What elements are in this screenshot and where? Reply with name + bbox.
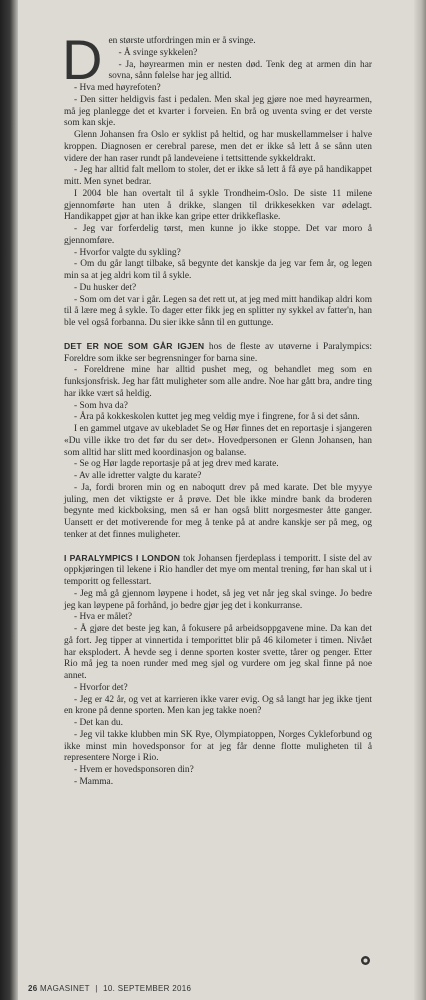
paragraph: - Du husker det? bbox=[74, 282, 137, 293]
paragraph: - Hva med høyrefoten? bbox=[74, 83, 161, 93]
paragraph: - Det kan du. bbox=[74, 718, 123, 728]
paragraph: - Den sitter heldigvis fast i pedalen. Men skal jeg gjøre noe med høyrearmen, må jeg planlegge det et kvarter i forveien. En brå og uventa sving er det verste som kan skje. bbox=[64, 94, 372, 129]
page-footer bbox=[28, 984, 191, 993]
page-binding-shadow bbox=[0, 0, 18, 1000]
section-lead-in: DET ER NOE SOM GÅR IGJEN bbox=[64, 340, 205, 351]
paragraph: - Jeg har alltid falt mellom to stoler, det er ikke så lett å få øye på handikappet mitt. Men synet bedrar. bbox=[64, 165, 372, 187]
paragraph: - Hvem er hovedsponsoren din? bbox=[74, 765, 194, 775]
section-lead-in: I PARALYMPICS I LONDON bbox=[64, 552, 181, 563]
paragraph: - Ja, fordi broren min og en naboqutt drev på med karate. Det ble myyye juling, men det viktigste er å prøve. Det ble ikke mindre bank da broderen begynte med kickboksing, men så er han også blitt norgesmester åtte ganger. Uansett er det motiverende for meg å tenke på at andre kanskje ser på meg, og tenker at det finnes muligheter. bbox=[64, 482, 372, 540]
paragraph: I 2004 ble han overtalt til å sykle Trondheim-Oslo. De siste 11 milene gjennomførte han uten å drikke, slangen til drikkesekken var ødelagt. Handikappet gjør at han ikke kan gripe etter drikkeflaske. bbox=[64, 188, 372, 223]
article-column bbox=[62, 28, 372, 789]
paragraph: - Av alle idretter valgte du karate? bbox=[74, 471, 202, 481]
paragraph: - Som om det var i går. Legen sa det rett ut, at jeg med mitt handikap aldri kom til å lære meg å sykle. To dager etter fikk jeg en splitter ny sykkel av fatter'n, han ble vel også forbanna. Du sier ikke sånn til en guttunge. bbox=[64, 294, 372, 328]
drop-cap: D bbox=[62, 28, 103, 91]
paragraph: - Se og Hør lagde reportasje på at jeg drev med karate. bbox=[74, 459, 279, 470]
paragraph: - Mamma. bbox=[74, 776, 114, 787]
paragraph: - Jeg vil takke klubben min SK Rye, Olympiatoppen, Norges Cykleforbund og ikke minst min hovedsponsor for at jeg får denne flotte muligheten til å representere Norge i Rio. bbox=[64, 729, 372, 764]
section-paragraph bbox=[64, 341, 372, 366]
footer-magazine-name bbox=[40, 984, 90, 993]
paragraph: - Å gjøre det beste jeg kan, å fokusere på arbeidsoppgavene mine. Da kan det gå fort. Jeg tipper at vinnertida i temporittet blir på 46 kilometer i timen. Nivået har eksplodert. Å hevde seg i denne sporten koster svette, tårer og penger. Etter Rio må jeg ta noen runder med meg sjøl og vurdere om jeg skal finne på noe annet. bbox=[64, 624, 372, 681]
section-paragraph bbox=[64, 553, 372, 589]
paragraph: - Om du går langt tilbake, så begynte det kanskje da jeg var fem år, og legen min sa at jeg aldri kom til å sykle. bbox=[64, 259, 372, 281]
page-edge bbox=[414, 0, 426, 1000]
paragraph: - Hva er målet? bbox=[74, 612, 133, 623]
paragraph: I en gammel utgave av ukebladet Se og Hør finnes det en reportasje i sjangeren «Du ville ikke tro det før du ser det». Hovedpersonen er Glenn Johansen, han som alltid har slitt med koordinasjon og balanse. bbox=[64, 424, 372, 458]
page-number: 26 bbox=[28, 984, 38, 993]
end-mark-glyph bbox=[361, 956, 370, 965]
paragraph: - Som hva da? bbox=[74, 400, 128, 411]
paragraph: - Foreldrene mine har alltid pushet meg, og behandlet meg som en funksjonsfrisk. Jeg har fått muligheter som alle andre. Noe har gått bra, andre ting har ikke vært så heldig. bbox=[64, 365, 372, 399]
paragraph: - Hvorfor det? bbox=[74, 682, 128, 693]
magazine-name: MAGASINET bbox=[40, 984, 90, 993]
paragraph: - Jeg var forferdelig tørst, men kunne jo ikke stoppe. Det var moro å gjennomføre. bbox=[64, 224, 372, 246]
footer-separator: | bbox=[95, 984, 98, 993]
paragraph: - Jeg må gå gjennom løypene i hodet, så jeg vet når jeg skal svinge. Jo bedre jeg kan løypene på forhånd, jo bedre gjør jeg det i konkurranse. bbox=[64, 588, 372, 611]
paragraph: en største utfordringen min er å svinge. bbox=[108, 36, 256, 46]
paragraph: - Å svinge sykkelen? bbox=[118, 47, 198, 58]
paragraph-text: tok Johansen fjerdeplass i temporitt. I siste del av oppkjøringen til lekene i Rio handler det mye om mental trening, før han skal ut i temporitt og fellesstart. bbox=[64, 553, 372, 587]
paragraph: - Ja, høyrearmen min er nesten død. Tenk deg at armen din har sovna, sånn følelse har jeg alltid. bbox=[108, 59, 372, 82]
issue-date: 10. SEPTEMBER 2016 bbox=[103, 984, 192, 993]
paragraph: - Jeg er 42 år, og vet at karrieren ikke varer evig. Og så langt har jeg ikke tjent en krone på denne sporten. Men kan jeg takke noen? bbox=[64, 694, 372, 717]
end-of-article-bullet-icon bbox=[361, 956, 370, 965]
paragraph-text: hos de fleste av utøverne i Paralympics: Foreldre som ikke ser begrensninger for barna sine. bbox=[64, 341, 372, 364]
paragraph: Glenn Johansen fra Oslo er syklist på heltid, og har muskellammelser i halve kroppen. Diagnosen er cerebral parese, men det er ikke så lett å se sånn uten videre der han raser rundt på landeveiene i tettsittende sykkeldrakt. bbox=[64, 130, 372, 164]
paragraph: - Åra på kokkeskolen kuttet jeg meg veldig mye i fingrene, for å si det sånn. bbox=[74, 412, 360, 423]
paragraph: - Hvorfor valgte du sykling? bbox=[74, 247, 181, 258]
